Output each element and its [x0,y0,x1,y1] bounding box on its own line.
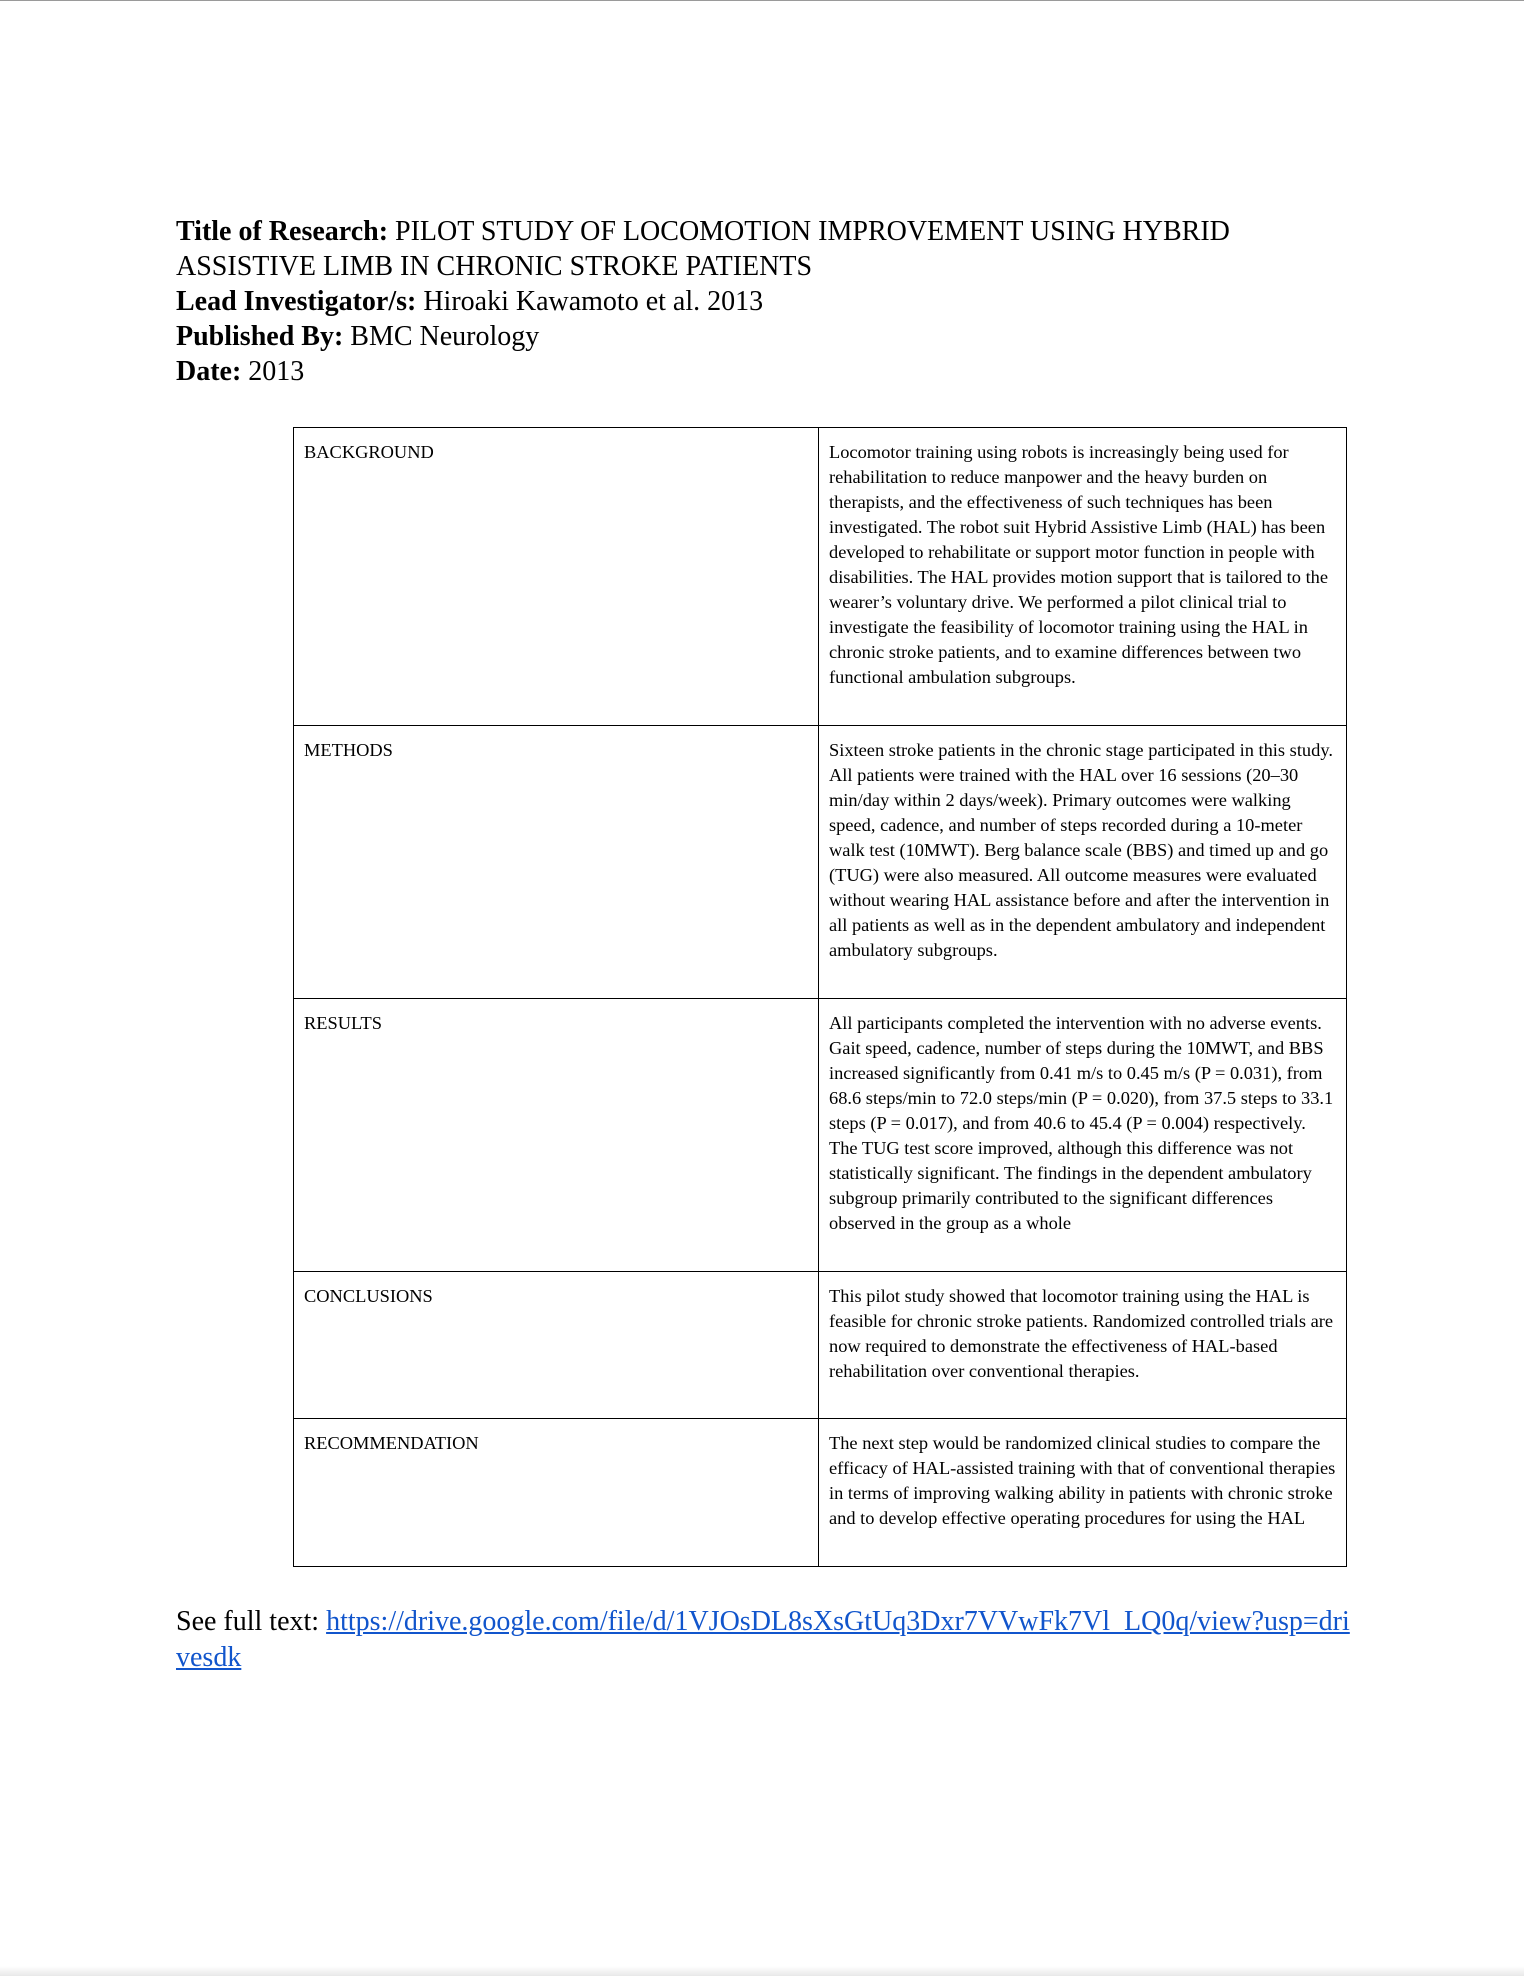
document-header [176,214,1356,389]
top-divider [0,0,1524,1]
section-text: Sixteen stroke patients in the chronic stage participated in this study. All patients were trained with the HAL over 16 sessions (20–30 min/day within 2 days/week). Primary outcomes were walking speed, cadence, and number of steps recorded during a 10-meter walk test (10MWT). Berg balance scale (BBS) and timed up and go (TUG) were also measured. All outcome measures were evaluated without wearing HAL assistance before and after the intervention in all patients as well as in the dependent ambulatory and independent ambulatory subgroups. [819,726,1347,999]
bottom-edge [0,1966,1524,1976]
investigator-label: Lead Investigator/s: [176,286,417,317]
section-heading: RESULTS [294,999,819,1272]
table-row-results [294,999,1347,1272]
published-line [176,319,1356,354]
published-label: Published By: [176,321,344,352]
section-heading: CONCLUSIONS [294,1272,819,1419]
date-label: Date: [176,356,242,387]
title-line [176,214,1356,284]
section-text: The next step would be randomized clinical studies to compare the efficacy of HAL-assisted training with that of conventional therapies in terms of improving walking ability in patients with chronic stroke and to develop effective operating procedures for using the HAL [819,1419,1347,1567]
date-value: 2013 [248,356,305,387]
date-line [176,354,1356,389]
section-text: This pilot study showed that locomotor training using the HAL is feasible for chronic stroke patients. Randomized controlled trials are now required to demonstrate the effectiveness of HAL-based rehabilitation over conventional therapies. [819,1272,1347,1419]
full-text-prefix: See full text: [176,1606,320,1637]
section-text: Locomotor training using robots is increasingly being used for rehabilitation to reduce manpower and the heavy burden on therapists, and the effectiveness of such techniques has been investigated. The robot suit Hybrid Assistive Limb (HAL) has been developed to rehabilitate or support motor function in people with disabilities. The HAL provides motion support that is tailored to the wearer’s voluntary drive. We performed a pilot clinical trial to investigate the feasibility of locomotor training using the HAL in chronic stroke patients, and to examine differences between two functional ambulation subgroups. [819,428,1347,726]
table-row-methods [294,726,1347,999]
table-row-conclusions [294,1272,1347,1419]
full-text-reference [176,1604,1356,1676]
investigator-line [176,284,1356,319]
title-value: PILOT STUDY OF LOCOMOTION IMPROVEMENT USING HYBRID ASSISTIVE LIMB IN CHRONIC STROKE PATIENTS [176,216,1230,282]
table-row-recommendation [294,1419,1347,1567]
summary-table [293,427,1347,1567]
section-heading: RECOMMENDATION [294,1419,819,1567]
investigator-value: Hiroaki Kawamoto et al. 2013 [423,286,764,317]
published-value: BMC Neurology [350,321,540,352]
section-text: All participants completed the intervention with no adverse events. Gait speed, cadence, number of steps during the 10MWT, and BBS increased significantly from 0.41 m/s to 0.45 m/s (P = 0.031), from 68.6 steps/min to 72.0 steps/min (P = 0.020), from 37.5 steps to 33.1 steps (P = 0.017), and from 40.6 to 45.4 (P = 0.004) respectively. The TUG test score improved, although this difference was not statistically significant. The findings in the dependent ambulatory subgroup primarily contributed to the significant differences observed in the group as a whole [819,999,1347,1272]
section-heading: BACKGROUND [294,428,819,726]
table-row-background [294,428,1347,726]
title-label: Title of Research: [176,216,389,247]
full-text-link[interactable]: https://drive.google.com/file/d/1VJOsDL8sXsGtUq3Dxr7VVwFk7Vl_LQ0q/view?usp=drivesdk [176,1606,1350,1673]
section-heading: METHODS [294,726,819,999]
